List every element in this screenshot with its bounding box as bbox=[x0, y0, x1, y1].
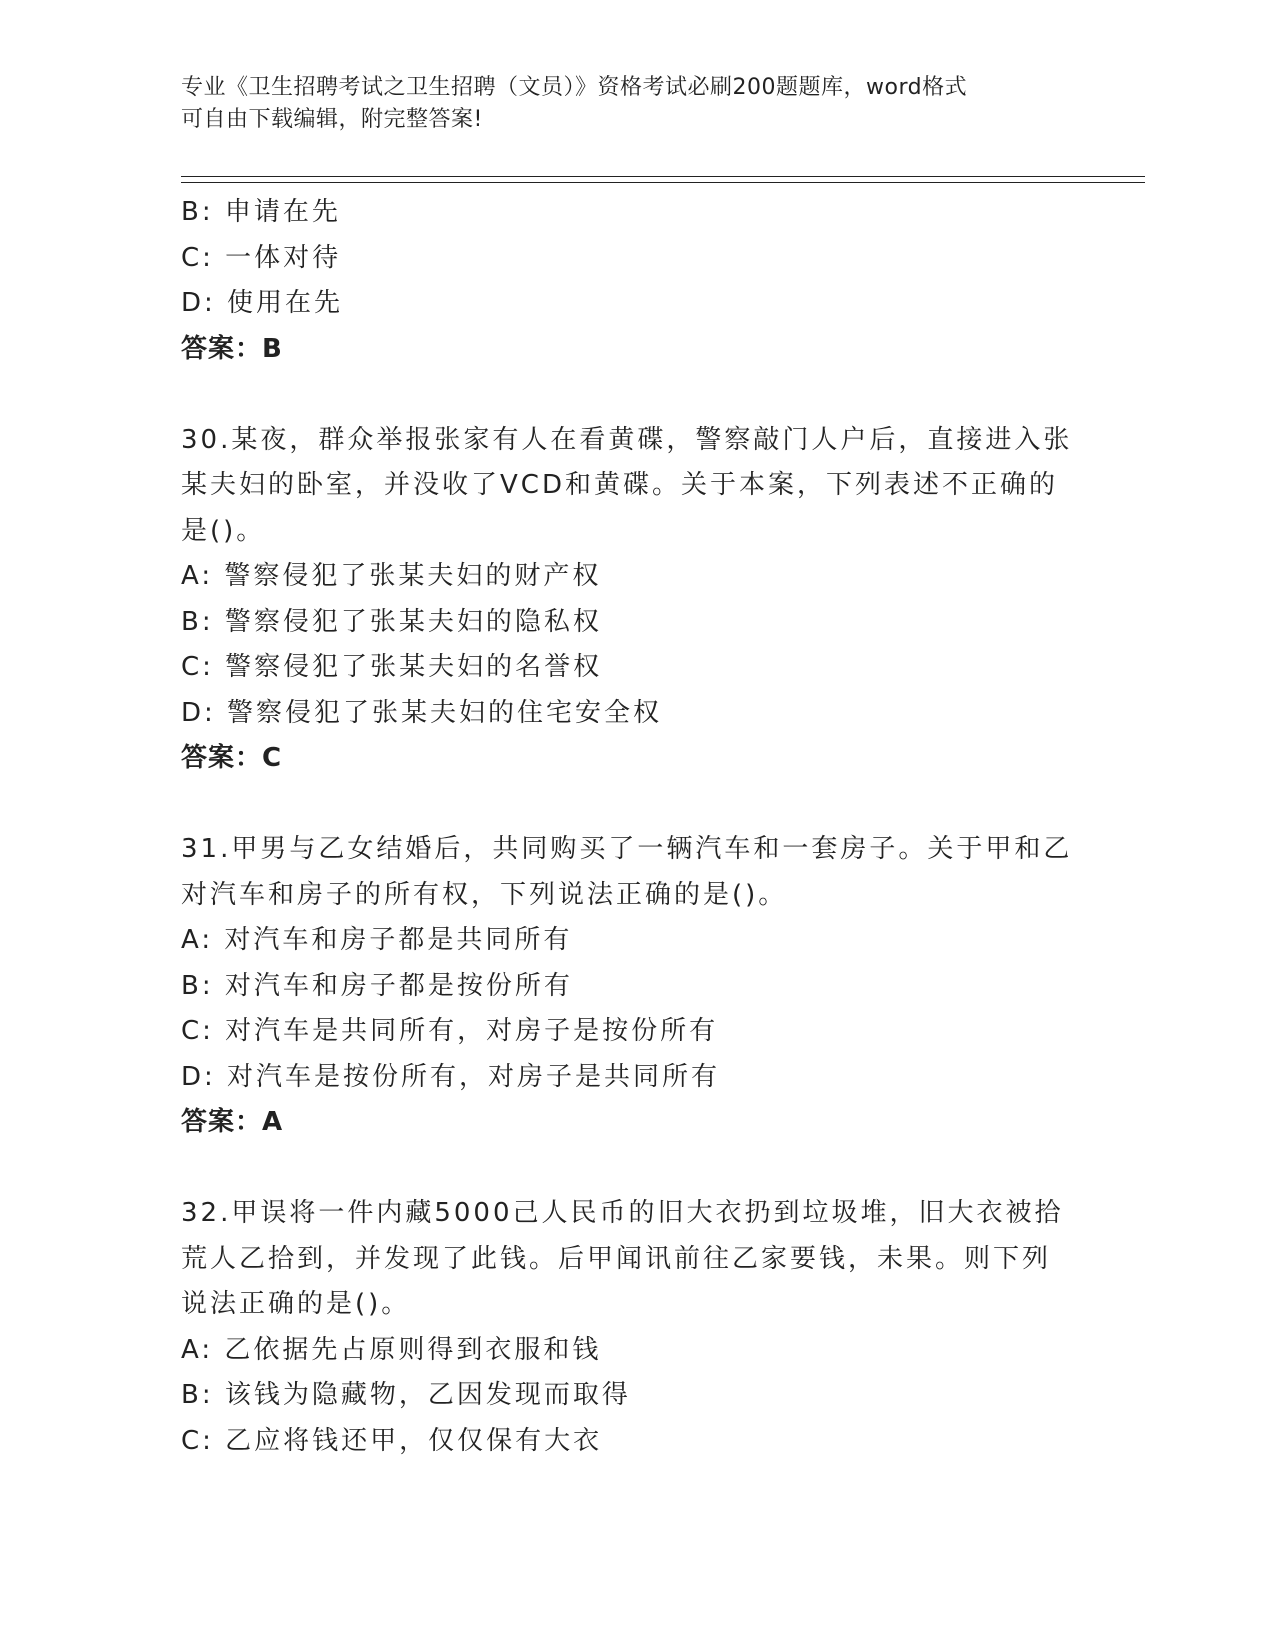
question-stem-line: 荒人乙拾到，并发现了此钱。后甲闻讯前往乙家要钱，未果。则下列 bbox=[181, 1243, 1052, 1274]
option-a: A: 乙依据先占原则得到衣服和钱 bbox=[181, 1334, 602, 1365]
option-c: C: 一体对待 bbox=[181, 242, 342, 273]
question-block-31 bbox=[181, 827, 1081, 1146]
option-a: A: 警察侵犯了张某夫妇的财产权 bbox=[181, 561, 602, 591]
answer-line: 答案：A bbox=[181, 1107, 284, 1137]
option-b: B: 对汽车和房子都是按份所有 bbox=[181, 970, 573, 1001]
question-stem-line: 是()。 bbox=[181, 515, 266, 546]
header-rule-top bbox=[181, 176, 1145, 177]
question-stem-line: 31.甲男与乙女结婚后，共同购买了一辆汽车和一套房子。关于甲和乙 bbox=[181, 834, 1073, 864]
header-line-2: 可自由下载编辑，附完整答案! bbox=[181, 107, 483, 132]
header-rule-bottom bbox=[181, 182, 1145, 183]
document-body bbox=[181, 190, 1081, 1464]
option-c: C: 乙应将钱还甲，仅仅保有大衣 bbox=[181, 1425, 603, 1456]
option-c: C: 警察侵犯了张某夫妇的名誉权 bbox=[181, 652, 603, 682]
answer-line: 答案：C bbox=[181, 743, 283, 773]
question-block-prev bbox=[181, 190, 1081, 372]
question-block-32 bbox=[181, 1191, 1081, 1464]
question-stem-line: 30.某夜，群众举报张家有人在看黄碟，警察敲门人户后，直接进入张 bbox=[181, 424, 1073, 455]
document-header bbox=[181, 72, 1061, 136]
header-line-1: 专业《卫生招聘考试之卫生招聘（文员）》资格考试必刷200题题库，word格式 bbox=[181, 75, 968, 100]
question-stem-line: 32.甲误将一件内藏5000己人民币的旧大衣扔到垃圾堆，旧大衣被拾 bbox=[181, 1198, 1064, 1228]
option-d: D: 警察侵犯了张某夫妇的住宅安全权 bbox=[181, 697, 663, 728]
answer-line: 答案：B bbox=[181, 333, 283, 364]
question-stem-line: 说法正确的是()。 bbox=[181, 1289, 411, 1319]
question-stem-line: 对汽车和房子的所有权，下列说法正确的是()。 bbox=[181, 879, 788, 910]
option-d: D: 对汽车是按份所有，对房子是共同所有 bbox=[181, 1061, 721, 1092]
option-d: D: 使用在先 bbox=[181, 288, 344, 318]
option-a: A: 对汽车和房子都是共同所有 bbox=[181, 925, 573, 955]
option-b: B: 申请在先 bbox=[181, 197, 341, 227]
question-block-30 bbox=[181, 418, 1081, 782]
question-stem-line: 某夫妇的卧室，并没收了VCD和黄碟。关于本案，下列表述不正确的 bbox=[181, 470, 1058, 500]
option-b: B: 警察侵犯了张某夫妇的隐私权 bbox=[181, 606, 602, 637]
option-b: B: 该钱为隐藏物，乙因发现而取得 bbox=[181, 1380, 631, 1410]
option-c: C: 对汽车是共同所有，对房子是按份所有 bbox=[181, 1016, 719, 1046]
